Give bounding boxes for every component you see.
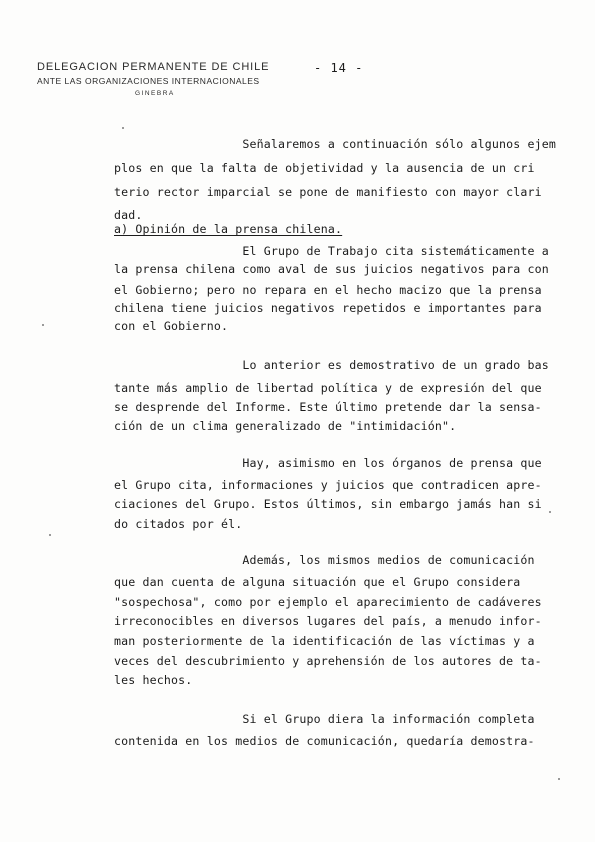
body-line: tante más amplio de libertad política y de expresión del que bbox=[114, 381, 542, 395]
letterhead-line-3: GINEBRA bbox=[135, 90, 175, 97]
body-line: irreconocibles en diversos lugares del país, a menudo infor- bbox=[114, 614, 542, 628]
scan-speck bbox=[49, 534, 51, 536]
scan-speck bbox=[42, 324, 44, 326]
body-line: "sospechosa", como por ejemplo el aparecimiento de cadáveres bbox=[114, 595, 542, 609]
body-line: Lo anterior es demostrativo de un grado bas bbox=[114, 358, 549, 372]
body-line: dad. bbox=[114, 208, 143, 222]
section-heading: a) Opinión de la prensa chilena. bbox=[114, 222, 343, 236]
body-line: se desprende del Informe. Este último pretende dar la sensa- bbox=[114, 400, 542, 414]
scan-speck bbox=[558, 778, 560, 780]
body-line: la prensa chilena como aval de sus juicios negativos para con bbox=[114, 262, 549, 276]
body-line: El Grupo de Trabajo cita sistemáticamente a bbox=[114, 244, 549, 258]
body-line: do citados por él. bbox=[114, 517, 243, 531]
letterhead-line-2: ANTE LAS ORGANIZACIONES INTERNACIONALES bbox=[37, 76, 260, 86]
body-line: ciaciones del Grupo. Estos últimos, sin embargo jamás han si bbox=[114, 497, 542, 511]
page-number: - 14 - bbox=[314, 61, 364, 75]
body-line: Hay, asimismo en los órganos de prensa que bbox=[114, 456, 542, 470]
body-line: que dan cuenta de alguna situación que el Grupo considera bbox=[114, 575, 521, 589]
body-line: man posteriormente de la identificación de las víctimas y a bbox=[114, 634, 535, 648]
letterhead-line-1: DELEGACION PERMANENTE DE CHILE bbox=[37, 61, 270, 73]
body-line: Si el Grupo diera la información completa bbox=[114, 712, 535, 726]
body-line: chilena tiene juicios negativos repetidos e importantes para bbox=[114, 301, 542, 315]
body-line: ción de un clima generalizado de "intimidación". bbox=[114, 419, 457, 433]
body-line: el Grupo cita, informaciones y juicios que contradicen apre- bbox=[114, 478, 542, 492]
body-line: el Gobierno; pero no repara en el hecho macizo que la prensa bbox=[114, 283, 542, 297]
body-line: les hechos. bbox=[114, 673, 193, 687]
scan-speck bbox=[122, 127, 124, 129]
body-line: veces del descubrimiento y aprehensión de los autores de ta- bbox=[114, 654, 542, 668]
scan-speck bbox=[549, 511, 551, 513]
body-line: Señalaremos a continuación sólo algunos ejem bbox=[114, 137, 557, 151]
letterhead bbox=[37, 61, 269, 97]
body-line: terio rector imparcial se pone de manifiesto con mayor clari bbox=[114, 185, 542, 199]
body-line: Además, los mismos medios de comunicación bbox=[114, 553, 535, 567]
body-line: plos en que la falta de objetividad y la ausencia de un cri bbox=[114, 161, 535, 175]
body-line: contenida en los medios de comunicación, quedaría demostra- bbox=[114, 734, 535, 748]
body-line: con el Gobierno. bbox=[114, 319, 229, 333]
